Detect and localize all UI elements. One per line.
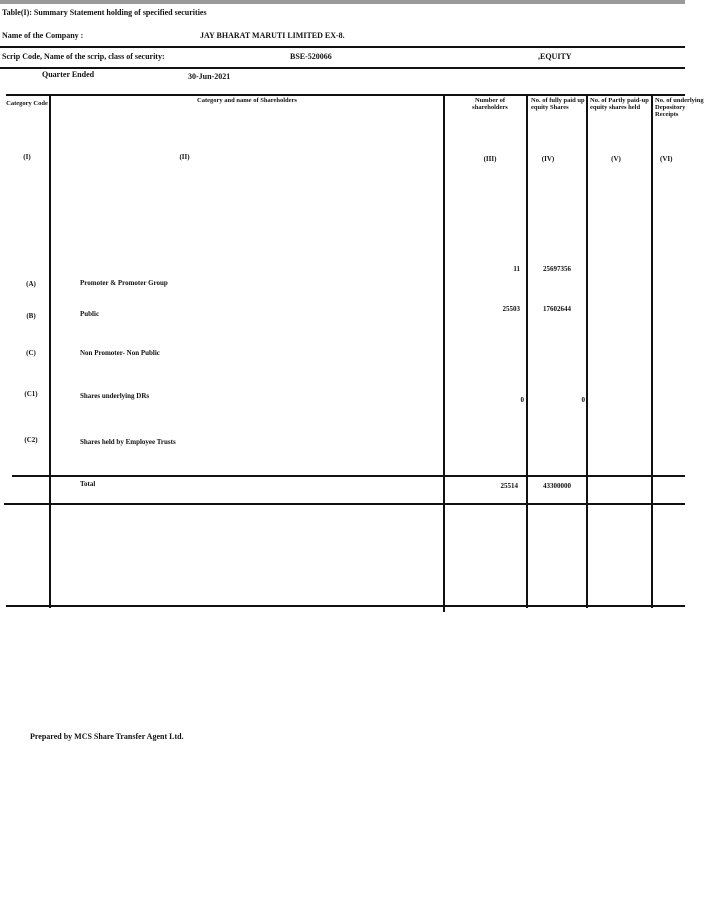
quarter-value: 30-Jun-2021 bbox=[188, 72, 231, 81]
row-a-holders: 11 bbox=[513, 265, 520, 273]
row-c2-name: Shares held by Employee Trusts bbox=[80, 438, 176, 446]
table-top-border bbox=[6, 94, 685, 96]
row-a-name: Promoter & Promoter Group bbox=[80, 279, 168, 287]
col-divider-3 bbox=[526, 94, 528, 608]
quarter-label: Quarter Ended bbox=[42, 70, 95, 79]
row-b-shares: 17602644 bbox=[543, 305, 571, 313]
row-c1-holders: 0 bbox=[520, 396, 524, 404]
header-rule-2 bbox=[0, 67, 685, 69]
row-c2-code: (C2) bbox=[24, 436, 38, 444]
header-fully-paid-shares: No. of fully paid up equity Shares bbox=[531, 97, 585, 112]
col-num-2: (II) bbox=[179, 153, 190, 161]
row-c1-name: Shares underlying DRs bbox=[80, 392, 150, 400]
total-bottom-border bbox=[4, 503, 685, 505]
header-category-code: Category Code bbox=[6, 100, 48, 107]
total-label: Total bbox=[80, 480, 96, 488]
col-num-3: (III) bbox=[483, 155, 497, 163]
company-label: Name of the Company : bbox=[2, 31, 84, 40]
row-c-name: Non Promoter- Non Public bbox=[80, 349, 160, 357]
row-b-code: (B) bbox=[26, 312, 36, 320]
header-depository-receipts: No. of underlying Depository Receipts bbox=[655, 97, 704, 119]
table-bottom-border bbox=[6, 605, 685, 607]
col-num-1: (I) bbox=[23, 153, 31, 161]
row-c1-code: (C1) bbox=[24, 390, 38, 398]
col-divider-2 bbox=[443, 94, 445, 612]
header-rule-1 bbox=[0, 46, 685, 48]
total-shares: 43300000 bbox=[543, 482, 571, 490]
row-a-shares: 25697356 bbox=[543, 265, 571, 273]
col-num-4: (IV) bbox=[541, 155, 555, 163]
viewer-top-edge bbox=[0, 0, 685, 4]
row-b-holders: 25503 bbox=[502, 305, 520, 313]
total-holders: 25514 bbox=[500, 482, 518, 490]
col-num-6: (VI) bbox=[660, 155, 673, 163]
row-b-name: Public bbox=[80, 310, 100, 318]
header-partly-paid-shares: No. of Partly paid-up equity shares held bbox=[590, 97, 649, 112]
security-class: ,EQUITY bbox=[538, 52, 572, 61]
row-c-code: (C) bbox=[26, 349, 36, 357]
company-name: JAY BHARAT MARUTI LIMITED EX-8. bbox=[200, 31, 345, 40]
col-num-5: (V) bbox=[611, 155, 621, 163]
col-divider-5 bbox=[651, 94, 653, 608]
scrip-code: BSE-520066 bbox=[290, 52, 332, 61]
header-number-of-shareholders: Number of shareholders bbox=[472, 97, 508, 112]
table-title: Table(I): Summary Statement holding of specified securities bbox=[2, 8, 207, 17]
row-c1-shares: 0 bbox=[581, 396, 585, 404]
total-top-border bbox=[12, 475, 685, 477]
row-a-code: (A) bbox=[26, 280, 36, 288]
prepared-by-note: Prepared by MCS Share Transfer Agent Ltd. bbox=[30, 732, 184, 741]
header-category-name: Category and name of Shareholders bbox=[197, 97, 297, 104]
scrip-label: Scrip Code, Name of the scrip, class of security: bbox=[2, 52, 165, 61]
col-divider-4 bbox=[586, 94, 588, 608]
